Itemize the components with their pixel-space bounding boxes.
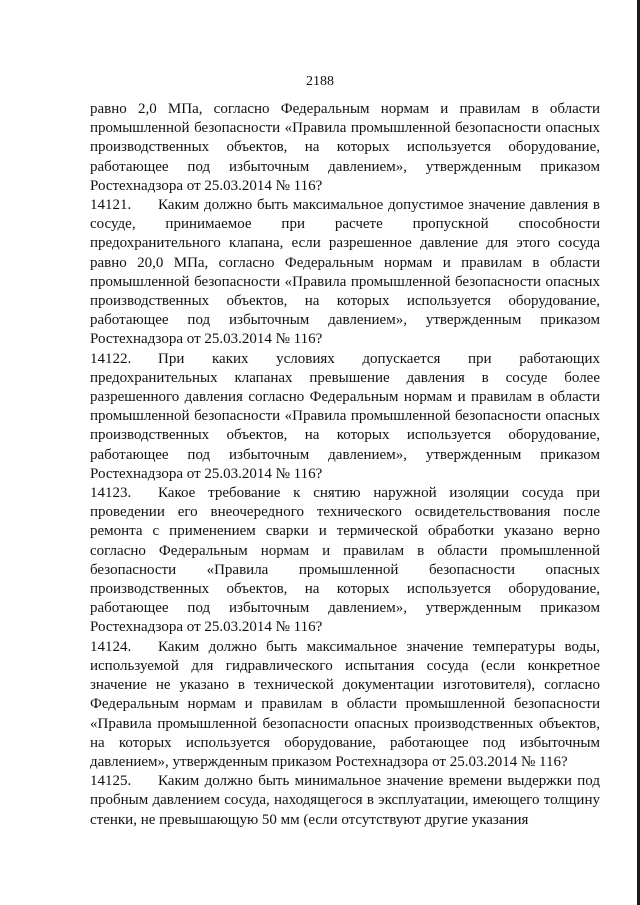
question-number: 14122. xyxy=(90,350,132,367)
question-paragraph xyxy=(90,772,600,830)
document-body xyxy=(90,100,600,830)
question-text: При каких условиях допускается при работающих предохранительных клапанах превышение давления в сосуде более разрешенного давления согласно Федеральным нормам и правилам в области промышленной безопасности «Правила промышленной безопасности опасных производственных объектов, на которых используется оборудование, работающее под избыточным давлением», утвержденным приказом Ростехнадзора от 25.03.2014 № 116? xyxy=(90,350,600,482)
question-paragraph xyxy=(90,484,600,638)
question-number: 14124. xyxy=(90,638,132,655)
continuation-paragraph: равно 2,0 МПа, согласно Федеральным нормам и правилам в области промышленной безопасности «Правила промышленной безопасности опасных производственных объектов, на которых используется оборудование, работающее под избыточным давлением», утвержденным приказом Ростехнадзора от 25.03.2014 № 116? xyxy=(90,101,600,194)
question-paragraph xyxy=(90,638,600,772)
page-number: 2188 xyxy=(306,74,334,89)
question-number: 14123. xyxy=(90,485,132,502)
question-paragraph xyxy=(90,196,600,350)
question-text: Какое требование к снятию наружной изоляции сосуда при проведении его внеочередного технического освидетельствования после ремонта с применением сварки и термической обработки указано верно согласно Федеральным нормам и правилам в области промышленной безопасности «Правила промышленной безопасности опасных производственных объектов, на которых используется оборудование, работающее под избыточным давлением», утвержденным приказом Ростехнадзора от 25.03.2014 № 116? xyxy=(90,485,600,636)
question-text: Каким должно быть максимальное допустимое значение давления в сосуде, принимаемое при расчете пропускной способности предохранительного клапана, если разрешенное давление для этого сосуда равно 20,0 МПа, согласно Федеральным нормам и правилам в области промышленной безопасности «Правила промышленной безопасности опасных производственных объектов, на которых используется оборудование, работающее под избыточным давлением», утвержденным приказом Ростехнадзора от 25.03.2014 № 116? xyxy=(90,197,600,348)
question-paragraph xyxy=(90,350,600,484)
question-number: 14125. xyxy=(90,773,132,790)
question-text: Каким должно быть минимальное значение времени выдержки под пробным давлением сосуда, находящегося в эксплуатации, имеющего толщину стенки, не превышающую 50 мм (если отсутствуют другие указания xyxy=(90,773,600,828)
question-text: Каким должно быть максимальное значение температуры воды, используемой для гидравлического испытания сосуда (если конкретное значение не указано в технической документации изготовителя), согласно Федеральным нормам и правилам в области промышленной безопасности «Правила промышленной безопасности опасных производственных объектов, на которых используется оборудование, работающее под избыточным давлением», утвержденным приказом Ростехнадзора от 25.03.2014 № 116? xyxy=(90,638,600,770)
question-number: 14121. xyxy=(90,197,132,214)
